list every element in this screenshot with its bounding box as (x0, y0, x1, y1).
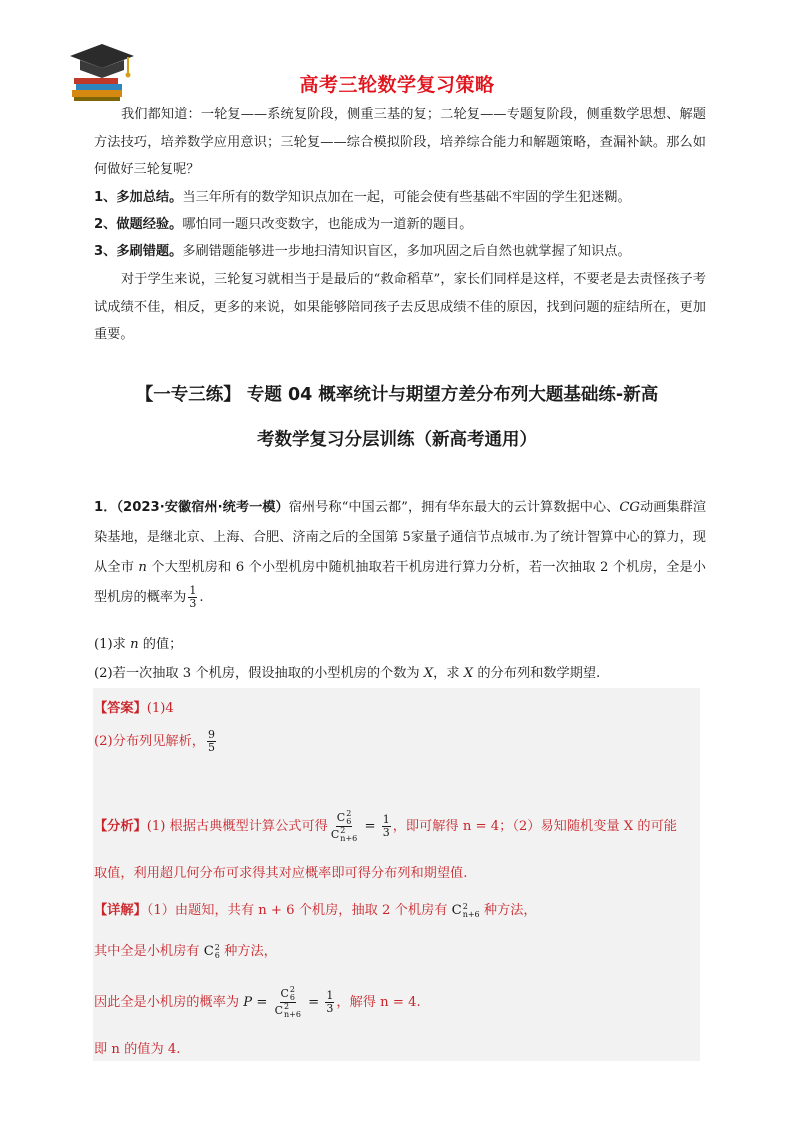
answer-tag: 【答案】 (94, 701, 147, 716)
section-title-line-1: 【一专三练】 专题 04 概率统计与期望方差分布列大题基础练-新高 (135, 385, 659, 405)
q1-text: 的值； (138, 637, 183, 652)
tip-text: 当三年所有的数学知识点加在一起，可能会使有些基础不牢固的学生犯迷糊。 (182, 190, 631, 205)
analysis-tag: 【分析】 (94, 819, 147, 834)
detail-text: 种方法， (479, 903, 537, 918)
var-x: X (463, 666, 474, 681)
analysis-line-1: 【分析】(1) 根据古典概型计算公式可得 C 2 6 C 2 n+6 = $\frac{1}{3}$ ，即可解得 n = 4；（2）易知随机变量 X 的可能 (94, 809, 677, 843)
cg-text: CG (619, 500, 640, 515)
answer-line-2 (94, 729, 218, 754)
probability-formula: C 2 6 C 2 n+6 (274, 985, 301, 1019)
analysis-text: ，即可解得 n = 4；（2）易知随机变量 X 的可能 (392, 819, 677, 834)
page-title: 高考三轮数学复习策略 (299, 74, 495, 96)
fraction-numerator: 1 (189, 584, 197, 597)
tip-lead: 1、多加总结。 (94, 190, 183, 205)
question-2 (94, 659, 706, 689)
problem-stem: 1．（2023·安徽宿州·统考一模）宿州号称“中国云都”，拥有华东最大的云计算数据中心、CG动画集群渲染基地，是继北京、上海、合肥、济南之后的全国第 5家量子通信节点城市.为了统计智算中心的算力，现从全市 n 个大型机房和 6 个小型机房中随机抽取若干机房进行算力分析，若一次抽取 2 个机房，全是小型机房的概率为 $\frac{1}{3}$ . (94, 500, 707, 610)
fraction-denominator: 5 (208, 741, 215, 754)
var-n: n (130, 637, 139, 652)
detail-line-2 (94, 940, 277, 960)
expectation-fraction (207, 729, 216, 754)
detail-text: 种方法， (219, 944, 277, 959)
closing-paragraph: 对于学生来说，三轮复习就相当于是最后的“救命稻草”，家长们同样是这样，不要老是去责怪孩子考试成绩不佳，相反，更多的来说，如果能够陪同孩子去反思成绩不佳的原因，找到问题的症结所在，更加重要。 (94, 272, 706, 343)
tip-1 (94, 184, 706, 212)
one-third-fraction: $\frac{1}{3}$ (382, 813, 390, 839)
tip-lead: 3、多刷错题。 (94, 244, 183, 259)
combination-symbol: C 2 n+6 (451, 901, 480, 919)
intro-paragraph: 我们都知道：一轮复——系统复阶段，侧重三基的复；二轮复——专题复阶段，侧重数学思想、解题方法技巧，培养数学应用意识；三轮复——综合模拟阶段，培养综合能力和解题策略，查漏补缺。那么如何做好三轮复呢？ (94, 107, 706, 178)
fraction-denominator: 3 (189, 597, 197, 610)
var-n: n (138, 560, 147, 575)
fraction-numerator: 9 (208, 728, 215, 741)
answer-2: (2)分布列见解析， (94, 734, 205, 749)
var-x: X (423, 666, 434, 681)
detail-text: 其中全是小机房有 (94, 944, 204, 959)
answer-line-1 (94, 697, 174, 716)
probability-fraction (188, 585, 197, 610)
detail-line-3: 因此全是小机房的概率为 P = C 2 6 C 2 n+6 = $\frac{1}{3}$ ，解得 n = 4. (94, 985, 421, 1019)
detail-text: ，解得 n = 4. (336, 995, 421, 1010)
combination-fraction: C 2 6 C 2 n+6 (330, 809, 358, 843)
detail-text: 因此全是小机房的概率为 (94, 995, 244, 1010)
detail-line-4: 即 n 的值为 4. (94, 1042, 181, 1057)
detail-tag: 【详解】 (94, 903, 147, 918)
tip-lead: 2、做题经验。 (94, 217, 183, 232)
question-1 (94, 630, 706, 660)
tip-2 (94, 211, 706, 239)
stem-text: 动画集群渲染基地，是继北京、上海、合肥、济南之后的全国第 5家量子通信节点城市.为了统计智算中心的算力，现从全市 (94, 500, 707, 575)
stem-text: 个大型机房和 6 个小型机房中随机抽取若干机房进行算力分析，若一次抽取 2 个机房，全是小型机房的概率为 (94, 560, 706, 605)
problem-source: （2023·安徽宿州·统考一模） (116, 500, 289, 515)
analysis-line-2: 取值，利用超几何分布可求得其对应概率即可得分布列和期望值. (94, 866, 468, 881)
q1-text: (1)求 (94, 637, 131, 652)
combination-symbol: C 2 6 (203, 942, 220, 960)
one-third-fraction: $\frac{1}{3}$ (326, 989, 334, 1015)
detail-line-1 (94, 899, 537, 919)
q2-text: 的分布列和数学期望. (473, 666, 601, 681)
section-title-line-2: 考数学复习分层训练（新高考通用） (257, 430, 537, 450)
stem-text: 宿州号称“中国云都”，拥有华东最大的云计算数据中心、 (288, 500, 620, 515)
q2-text: ，求 (433, 666, 464, 681)
detail-text: （1）由题知，共有 n + 6 个机房，抽取 2 个机房有 (146, 903, 452, 918)
q2-text: (2)若一次抽取 3 个机房，假设抽取的小型机房的个数为 (94, 666, 424, 681)
analysis-text: (1) 根据古典概型计算公式可得 (146, 819, 328, 834)
tip-text: 哪怕同一题只改变数字，也能成为一道新的题目。 (182, 217, 473, 232)
tip-text: 多刷错题能够进一步地扫清知识盲区，多加巩固之后自然也就掌握了知识点。 (182, 244, 631, 259)
answer-1: (1)4 (146, 701, 174, 716)
tip-3 (94, 238, 706, 266)
problem-number: 1． (94, 500, 117, 515)
